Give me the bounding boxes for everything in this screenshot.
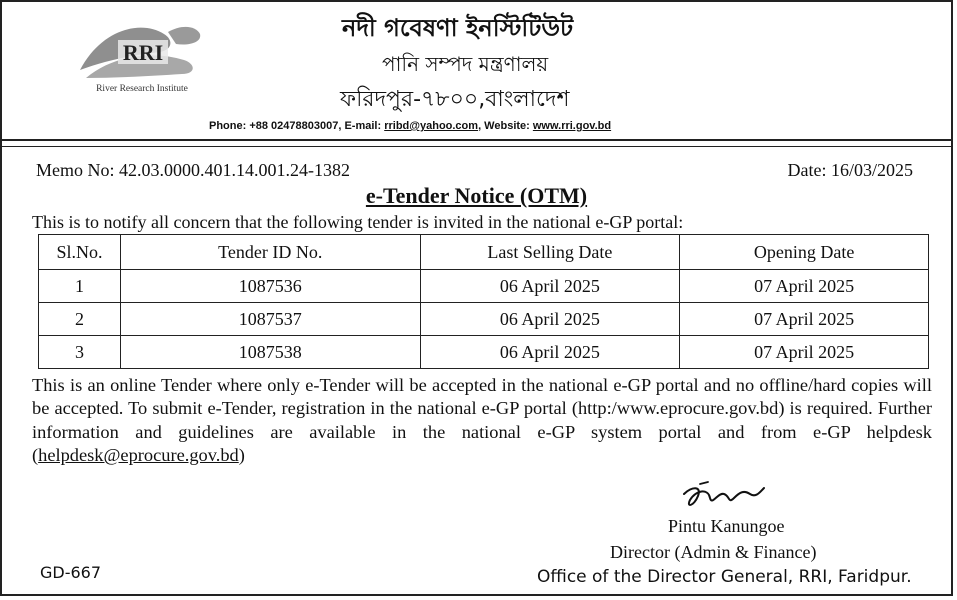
rri-logo-graphic bbox=[72, 20, 212, 84]
cell-tender-id: 1087537 bbox=[120, 303, 420, 336]
organization-address: ফরিদপুর-৭৮০০,বাংলাদেশ bbox=[340, 87, 570, 112]
cell-last-selling-date: 06 April 2025 bbox=[420, 336, 680, 369]
logo-text: RRI bbox=[122, 40, 164, 65]
notice-title: e-Tender Notice (OTM) bbox=[365, 183, 588, 208]
cell-sl: 1 bbox=[39, 270, 121, 303]
website-label: , Website: bbox=[478, 120, 533, 132]
notice-body bbox=[32, 374, 932, 468]
logo-caption: River Research Institute bbox=[96, 84, 188, 94]
col-header-sl: Sl.No. bbox=[39, 235, 121, 270]
handwritten-signature bbox=[678, 480, 768, 519]
email-link[interactable]: rribd@yahoo.com bbox=[384, 120, 479, 132]
cell-last-selling-date: 06 April 2025 bbox=[420, 303, 680, 336]
cell-tender-id: 1087538 bbox=[120, 336, 420, 369]
signature-scribble bbox=[678, 480, 768, 514]
notice-intro: This is to notify all concern that the following tender is invited in the national e-GP portal: bbox=[32, 212, 684, 232]
cell-opening-date: 07 April 2025 bbox=[680, 336, 929, 369]
col-header-tender-id: Tender ID No. bbox=[120, 235, 420, 270]
memo-date: Date: 16/03/2025 bbox=[787, 160, 913, 180]
header-divider bbox=[2, 139, 951, 141]
memo-number: Memo No: 42.03.0000.401.14.001.24-1382 bbox=[36, 160, 350, 180]
table-row bbox=[39, 336, 929, 369]
notice-body-text: This is an online Tender where only e-Tender will be accepted in the national e-GP portal and no offline/hard copies will be accepted. To submit e-Tender, registration in the national e-GP portal (http:/www.eprocure.gov.bd) is required. Further information and guidelines are available in the national e-GP system portal and from e-GP helpdesk ( bbox=[32, 375, 932, 466]
col-header-opening-date: Opening Date bbox=[680, 235, 929, 270]
col-header-last-selling-date: Last Selling Date bbox=[420, 235, 680, 270]
table-row bbox=[39, 303, 929, 336]
helpdesk-email-link[interactable]: helpdesk@eprocure.gov.bd bbox=[38, 445, 239, 466]
notice-body-closing: ) bbox=[238, 445, 245, 466]
cell-tender-id: 1087536 bbox=[120, 270, 420, 303]
cell-sl: 3 bbox=[39, 336, 121, 369]
cell-opening-date: 07 April 2025 bbox=[680, 303, 929, 336]
email-label: , E-mail: bbox=[338, 120, 385, 132]
cell-sl: 2 bbox=[39, 303, 121, 336]
website-link[interactable]: www.rri.gov.bd bbox=[532, 120, 612, 132]
document-code: GD-667 bbox=[40, 563, 102, 582]
tender-table bbox=[38, 234, 929, 369]
rri-logo bbox=[72, 20, 212, 102]
signatory-title: Director (Admin & Finance) bbox=[610, 542, 817, 562]
phone-number: +88 02478803007 bbox=[249, 120, 339, 132]
cell-last-selling-date: 06 April 2025 bbox=[420, 270, 680, 303]
table-header-row bbox=[39, 235, 929, 270]
header-divider-thin bbox=[2, 146, 951, 147]
signatory-name: Pintu Kanungoe bbox=[668, 516, 785, 536]
ministry-name: পানি সম্পদ মন্ত্রণালয় bbox=[382, 52, 549, 76]
signatory-office: Office of the Director General, RRI, Faridpur. bbox=[537, 567, 912, 587]
contact-line bbox=[209, 120, 611, 132]
phone-label: Phone: bbox=[209, 120, 250, 132]
organization-name: নদী গবেষণা ইনস্টিটিউট bbox=[342, 14, 574, 42]
cell-opening-date: 07 April 2025 bbox=[680, 270, 929, 303]
table-row bbox=[39, 270, 929, 303]
